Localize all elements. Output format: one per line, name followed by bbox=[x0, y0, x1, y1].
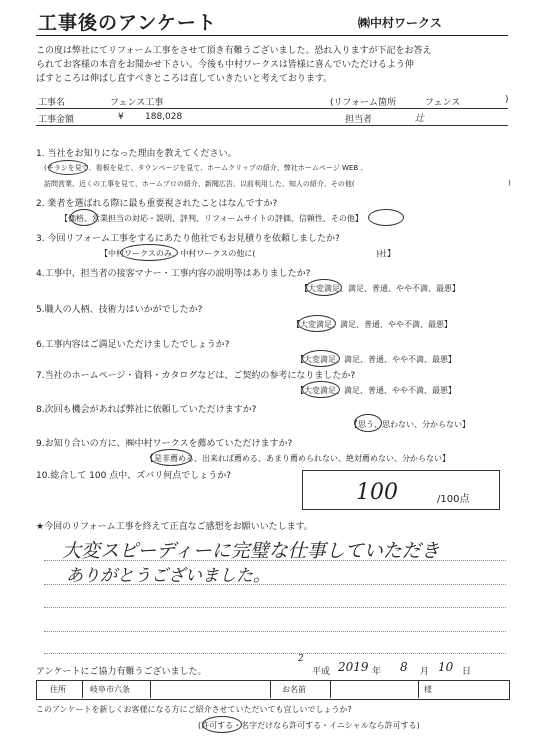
amount-rule bbox=[36, 125, 508, 126]
intro-line-2: られてお客様の本音をお聞かせ下さい。今後も中村ワークスは皆様に喜んでいただけるよう伸 bbox=[36, 60, 414, 70]
date-month: 8 bbox=[400, 660, 408, 674]
date-era: 平成 bbox=[312, 667, 331, 677]
q5-question: 5.職人の人柄、技術力はいかがでしたか? bbox=[36, 305, 203, 315]
table-divider-2 bbox=[150, 680, 151, 698]
page-title: 工事後のアンケート bbox=[38, 12, 217, 34]
q9-options: 【是非薦める、出来れば薦める、あまり薦められない、絶対薦めない、分からない】 bbox=[146, 454, 450, 463]
table-divider-3 bbox=[270, 680, 271, 698]
q4-question: 4.工事中、担当者の接客マナー・工事内容の説明等はありましたか? bbox=[36, 269, 311, 279]
score-box bbox=[302, 470, 500, 510]
amount-label: 工事金額 bbox=[38, 115, 75, 125]
table-divider-4 bbox=[330, 680, 331, 698]
intro-line-3: ばすところは伸ばし直すべきところは直していきたいと考えております。 bbox=[36, 74, 333, 84]
honorific: 様 bbox=[424, 685, 432, 694]
header-rule bbox=[36, 35, 508, 36]
q2-circle-price bbox=[70, 209, 98, 226]
q1-options-close: ) bbox=[508, 179, 511, 187]
address-value: 岐阜市六条 bbox=[90, 685, 130, 694]
score-value: 100 bbox=[356, 480, 398, 505]
permission-answer-circle bbox=[202, 716, 242, 733]
reform-place-close: ) bbox=[505, 95, 509, 105]
q3-options-close: )社】 bbox=[376, 249, 396, 258]
table-divider-5 bbox=[418, 680, 419, 698]
q5-scale: 【大変満足、満足、普通、やや不満、最悪】 bbox=[292, 320, 452, 329]
q7-question: 7.当社のホームページ・資料・カタログなどは、ご契約の参考になりましたか? bbox=[36, 371, 356, 381]
comment-prompt: ★今回のリフォーム工事を終えて正直なご感想をお願いいたします。 bbox=[36, 522, 313, 532]
q9-answer-circle bbox=[150, 449, 192, 466]
q10-question: 10.総合して 100 点中、ズバリ何点でしょうか? bbox=[36, 471, 231, 481]
comment-line-3 bbox=[44, 607, 506, 608]
comment-line-4 bbox=[44, 631, 506, 632]
date-year: 2019 bbox=[338, 660, 369, 674]
job-name-rule bbox=[36, 108, 508, 109]
reform-place-label: (リフォーム箇所 bbox=[330, 98, 397, 108]
job-name-value: フェンス工事 bbox=[110, 98, 164, 108]
name-label: お名前 bbox=[282, 685, 306, 694]
company-name: ㈱中村ワークス bbox=[358, 16, 442, 30]
comment-text-1: 大変スピーディーに完璧な仕事していただき bbox=[62, 540, 440, 562]
permission-options: (許可する・名字だけなら許可する・イニシャルなら許可する) bbox=[198, 721, 420, 730]
q3-answer-circle bbox=[120, 244, 178, 261]
q2-circle-trust bbox=[368, 209, 404, 226]
q2-options: 【価格、営業担当の対応・説明、評判、リフォームサイトの評価、信頼性、その他】 bbox=[60, 214, 363, 223]
q9-question: 9.お知り合いの方に、㈱中村ワークスを薦めていただけますか? bbox=[36, 439, 293, 449]
date-month-unit: 月 bbox=[420, 667, 430, 677]
q5-answer-circle bbox=[298, 315, 336, 332]
comment-line-5 bbox=[44, 653, 506, 654]
reform-place-value: フェンス bbox=[425, 98, 461, 108]
q3-options: 【中村ワークスのみ、中村ワークスの他に( bbox=[100, 249, 256, 258]
q6-question: 6.工事内容はご満足いただけましたでしょうか? bbox=[36, 340, 230, 350]
score-suffix: /100点 bbox=[437, 494, 470, 505]
address-label: 住所 bbox=[50, 685, 66, 694]
intro-line-1: この度は弊社にてリフォーム工事をさせて頂き有難うございました。恐れ入りますが下記をお答え bbox=[36, 46, 432, 56]
date-day-unit: 日 bbox=[462, 667, 472, 677]
comment-text-2: ありがとうございました。 bbox=[66, 566, 270, 586]
q1-answer-circle bbox=[48, 160, 88, 175]
q7-scale: 【大変満足、満足、普通、やや不満、最悪】 bbox=[296, 386, 456, 395]
q3-question: 3. 今回リフォーム工事をするにあたり他社でもお見積りを依頼しましたか? bbox=[36, 234, 340, 244]
q8-question: 8.次回も機会があれば弊社に依頼していただけますか? bbox=[36, 405, 257, 415]
yen-sign: ¥ bbox=[118, 112, 124, 122]
staff-value: 辻 bbox=[415, 114, 425, 124]
staff-label: 担当者 bbox=[345, 115, 373, 125]
amount-value: 188,028 bbox=[145, 112, 183, 122]
q4-scale: 【大変満足、満足、普通、やや不満、最悪】 bbox=[300, 284, 460, 293]
q8-answer-circle bbox=[354, 414, 382, 432]
q1-options-line-2: 訪問営業、近くの工事を見て、ホームプロの紹介、新聞広告、以前利用した、知人の紹介、その他( bbox=[44, 180, 355, 188]
q1-options-line-1: (チラシを見て、看板を見て、タウンページを見て、ホームクリップの紹介、弊社ホームページ WEB 、 bbox=[44, 164, 368, 172]
q2-question: 2. 業者を選ばれる際に最も重要視されたことはなんですか? bbox=[36, 199, 278, 209]
q1-question: 1. 当社をお知りになった理由を教えてください。 bbox=[36, 149, 237, 159]
date-year-unit: 年 bbox=[372, 667, 382, 677]
q7-answer-circle bbox=[302, 381, 340, 398]
date-year-note: 2 bbox=[298, 654, 304, 664]
date-day: 10 bbox=[438, 660, 454, 674]
q8-options: 【思う、思わない、分からない】 bbox=[350, 420, 470, 429]
thanks-text: アンケートにご協力有難うございました。 bbox=[36, 667, 207, 677]
permission-question: このアンケートを新しくお客様になる方にご紹介させていただいても宜しいでしょうか? bbox=[36, 705, 352, 714]
table-divider-1 bbox=[82, 680, 83, 698]
q4-answer-circle bbox=[306, 279, 342, 296]
q6-answer-circle bbox=[302, 350, 340, 367]
job-name-label: 工事名 bbox=[38, 98, 66, 108]
q6-scale: 【大変満足、満足、普通、やや不満、最悪】 bbox=[296, 355, 456, 364]
